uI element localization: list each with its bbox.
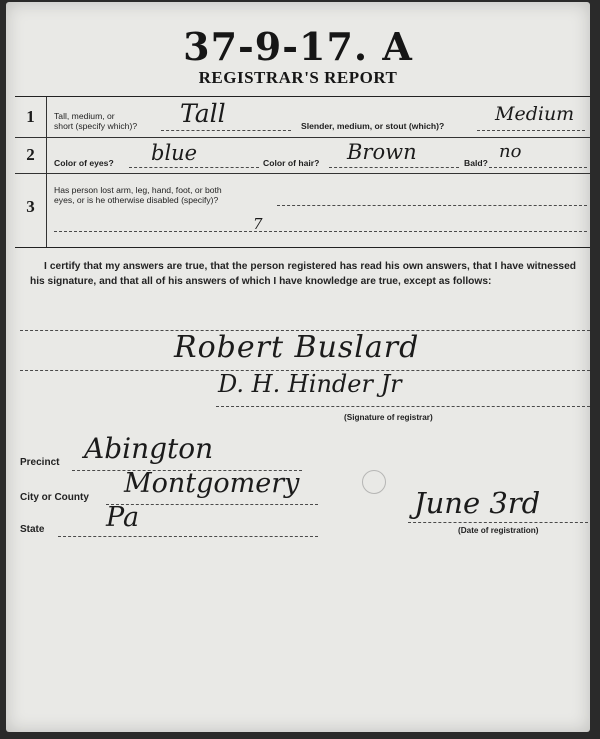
disabled-value: 7 <box>253 215 263 233</box>
physical-description-grid <box>15 96 590 248</box>
bald-value: no <box>499 141 522 162</box>
ink-smudge <box>362 470 386 494</box>
row-height-build <box>15 97 590 138</box>
registrar-signature-line <box>216 406 590 407</box>
build-value: Medium <box>495 103 575 125</box>
bald-label: Bald? <box>464 158 488 168</box>
eyes-answer-line <box>129 167 259 168</box>
disabled-answer-line-1 <box>277 205 587 206</box>
eyes-label: Color of eyes? <box>54 158 114 168</box>
certification-text: I certify that my answers are true, that the person registered has read his own answers, that I have witnessed his signature, and that all of his answers of which I have knowledge are true, except as follows: <box>30 261 576 287</box>
hair-value: Brown <box>347 140 417 164</box>
serial-number: 37-9-17. A <box>183 24 413 69</box>
county-value: Montgomery <box>124 468 300 499</box>
registration-card <box>6 2 590 732</box>
row-number: 1 <box>15 97 47 137</box>
registration-date-line <box>408 522 588 523</box>
disabled-label-line1: Has person lost arm, leg, hand, foot, or both <box>54 185 222 195</box>
hair-answer-line <box>329 167 459 168</box>
row-number: 3 <box>15 173 47 247</box>
height-value: Tall <box>180 99 226 128</box>
registrar-caption: (Signature of registrar) <box>344 413 433 422</box>
precinct-value: Abington <box>84 432 214 465</box>
registrant-name: Robert Buslard <box>174 330 420 365</box>
county-label: City or County <box>20 492 89 503</box>
height-answer-line <box>161 130 291 131</box>
build-answer-line <box>477 130 585 131</box>
height-label-line2: short (specify which)? <box>54 121 138 131</box>
build-label: Slender, medium, or stout (which)? <box>301 121 445 131</box>
height-label-line1: Tall, medium, or <box>54 111 115 121</box>
hair-label: Color of hair? <box>263 158 320 168</box>
eyes-value: blue <box>151 141 198 165</box>
state-label: State <box>20 524 45 535</box>
registrar-signature: D. H. Hinder Jr <box>218 370 402 398</box>
state-value: Pa <box>106 502 140 533</box>
registration-date-value: June 3rd <box>414 486 541 520</box>
precinct-label: Precinct <box>20 457 60 468</box>
report-title: REGISTRAR'S REPORT <box>198 68 398 87</box>
disabled-answer-line-2 <box>54 231 587 232</box>
bald-answer-line <box>489 167 587 168</box>
row-number: 2 <box>15 137 47 173</box>
state-line <box>58 536 318 537</box>
disabled-label-line2: eyes, or is he otherwise disabled (specify)? <box>54 195 219 205</box>
registration-date-caption: (Date of registration) <box>458 526 539 535</box>
row-disability <box>15 173 590 247</box>
row-eyes-hair <box>15 137 590 174</box>
